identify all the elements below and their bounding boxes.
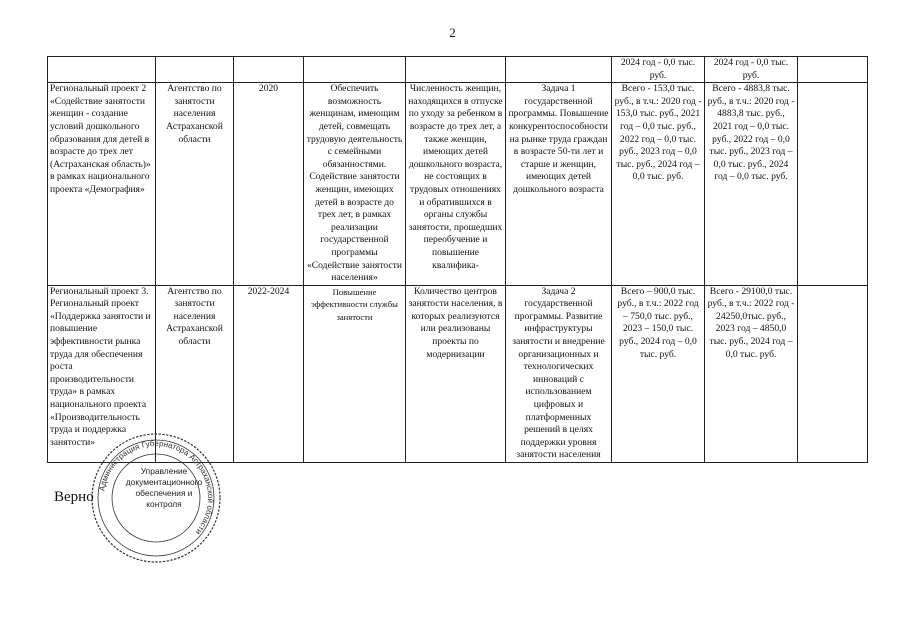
cell-executor: Агентство по занятости населения Астраханской области [156, 83, 234, 286]
cell-empty [798, 285, 868, 462]
program-table [47, 56, 868, 463]
cell-years: 2020 [234, 83, 304, 286]
cell-goal: Повышение эффективности службы занятости [304, 285, 406, 462]
cell-empty [506, 57, 612, 83]
cell-indicator: Численность женщин, находящихся в отпуске по уходу за ребенком в возрасте до трех лет, а также женщин, имеющих детей дошкольного возраста, не состоящих в трудовых отношениях и обратившихся в органы службы занятости, прошедших переобучение и повышение квалифика- [406, 83, 506, 286]
table-row-continuation [48, 57, 868, 83]
cell-task: Задача 2 государственной программы. Развитие инфраструктуры занятости и внедрение организационных и технологических инноваций с использованием цифровых и платформенных решений в целях поддержки уровня занятости населения [506, 285, 612, 462]
cell-project: Региональный проект 3. Региональный проект «Поддержка занятости и повышение эффективности рынка труда для обеспечения роста производительности труда» в рамках национального проекта «Производительность труда и поддержка занятости» [48, 285, 156, 462]
stamp-ring-text: Администрация Губернатора Астраханской области [97, 438, 216, 537]
cell-empty [304, 57, 406, 83]
cell-empty [234, 57, 304, 83]
cell-empty [48, 57, 156, 83]
cell-empty [156, 57, 234, 83]
cell-task: Задача 1 государственной программы. Повышение конкурентоспособности на рынке труда граждан в возрасте 50-ти лет и старше и женщин, имеющих детей дошкольного возраста [506, 83, 612, 286]
cell-finance-2: 2024 год - 0,0 тыс. руб. [705, 57, 798, 83]
cell-project: Региональный проект 2 «Содействие занятости женщин - создание условий дошкольного образования для детей в возрасте до трех лет (Астраханская область)» в рамках национального проекта «Демография» [48, 83, 156, 286]
cell-finance-2: Всего - 29100,0 тыс. руб., в т.ч.: 2022 год - 24250,0тыс. руб., 2023 год – 4850,0 тыс. руб., 2024 год – 0,0 тыс. руб. [705, 285, 798, 462]
stamp-inner-text: Управление документационного обеспечения и контроля [125, 466, 203, 509]
table-row [48, 83, 868, 286]
cell-goal: Обеспечить возможность женщинам, имеющим детей, совмещать трудовую деятельность с семейными обязанностями. Содействие занятости женщин, имеющих детей в возрасте до трех лет, в рамках реализации государственной программы «Содействие занятости населения» [304, 83, 406, 286]
verno-label: Верно [54, 489, 94, 505]
cell-years: 2022-2024 [234, 285, 304, 462]
cell-indicator: Количество центров занятости населения, в которых реализуются или реализованы проекты по модернизации [406, 285, 506, 462]
cell-executor: Агентство по занятости населения Астраханской области [156, 285, 234, 462]
cell-empty [798, 83, 868, 286]
cell-finance-2: Всего - 4883,8 тыс. руб., в т.ч.: 2020 год - 4883,8 тыс. руб., 2021 год – 0,0 тыс. руб., 2022 год – 0,0 тыс. руб., 2023 год – 0,0 тыс. руб., 2024 год – 0,0 тыс. руб. [705, 83, 798, 286]
cell-finance-1: 2024 год - 0,0 тыс. руб. [612, 57, 705, 83]
cell-finance-1: Всего – 900,0 тыс. руб., в т.ч.: 2022 год – 750,0 тыс. руб., 2023 – 150,0 тыс. руб., 2024 год – 0,0 тыс. руб. [612, 285, 705, 462]
cell-empty [406, 57, 506, 83]
cell-empty [798, 57, 868, 83]
page-number: 2 [449, 25, 456, 40]
cell-finance-1: Всего - 153,0 тыс. руб., в т.ч.: 2020 год - 153,0 тыс. руб., 2021 год – 0,0 тыс. руб., 2022 год – 0,0 тыс. руб., 2023 год – 0,0 тыс. руб., 2024 год – 0,0 тыс. руб. [612, 83, 705, 286]
